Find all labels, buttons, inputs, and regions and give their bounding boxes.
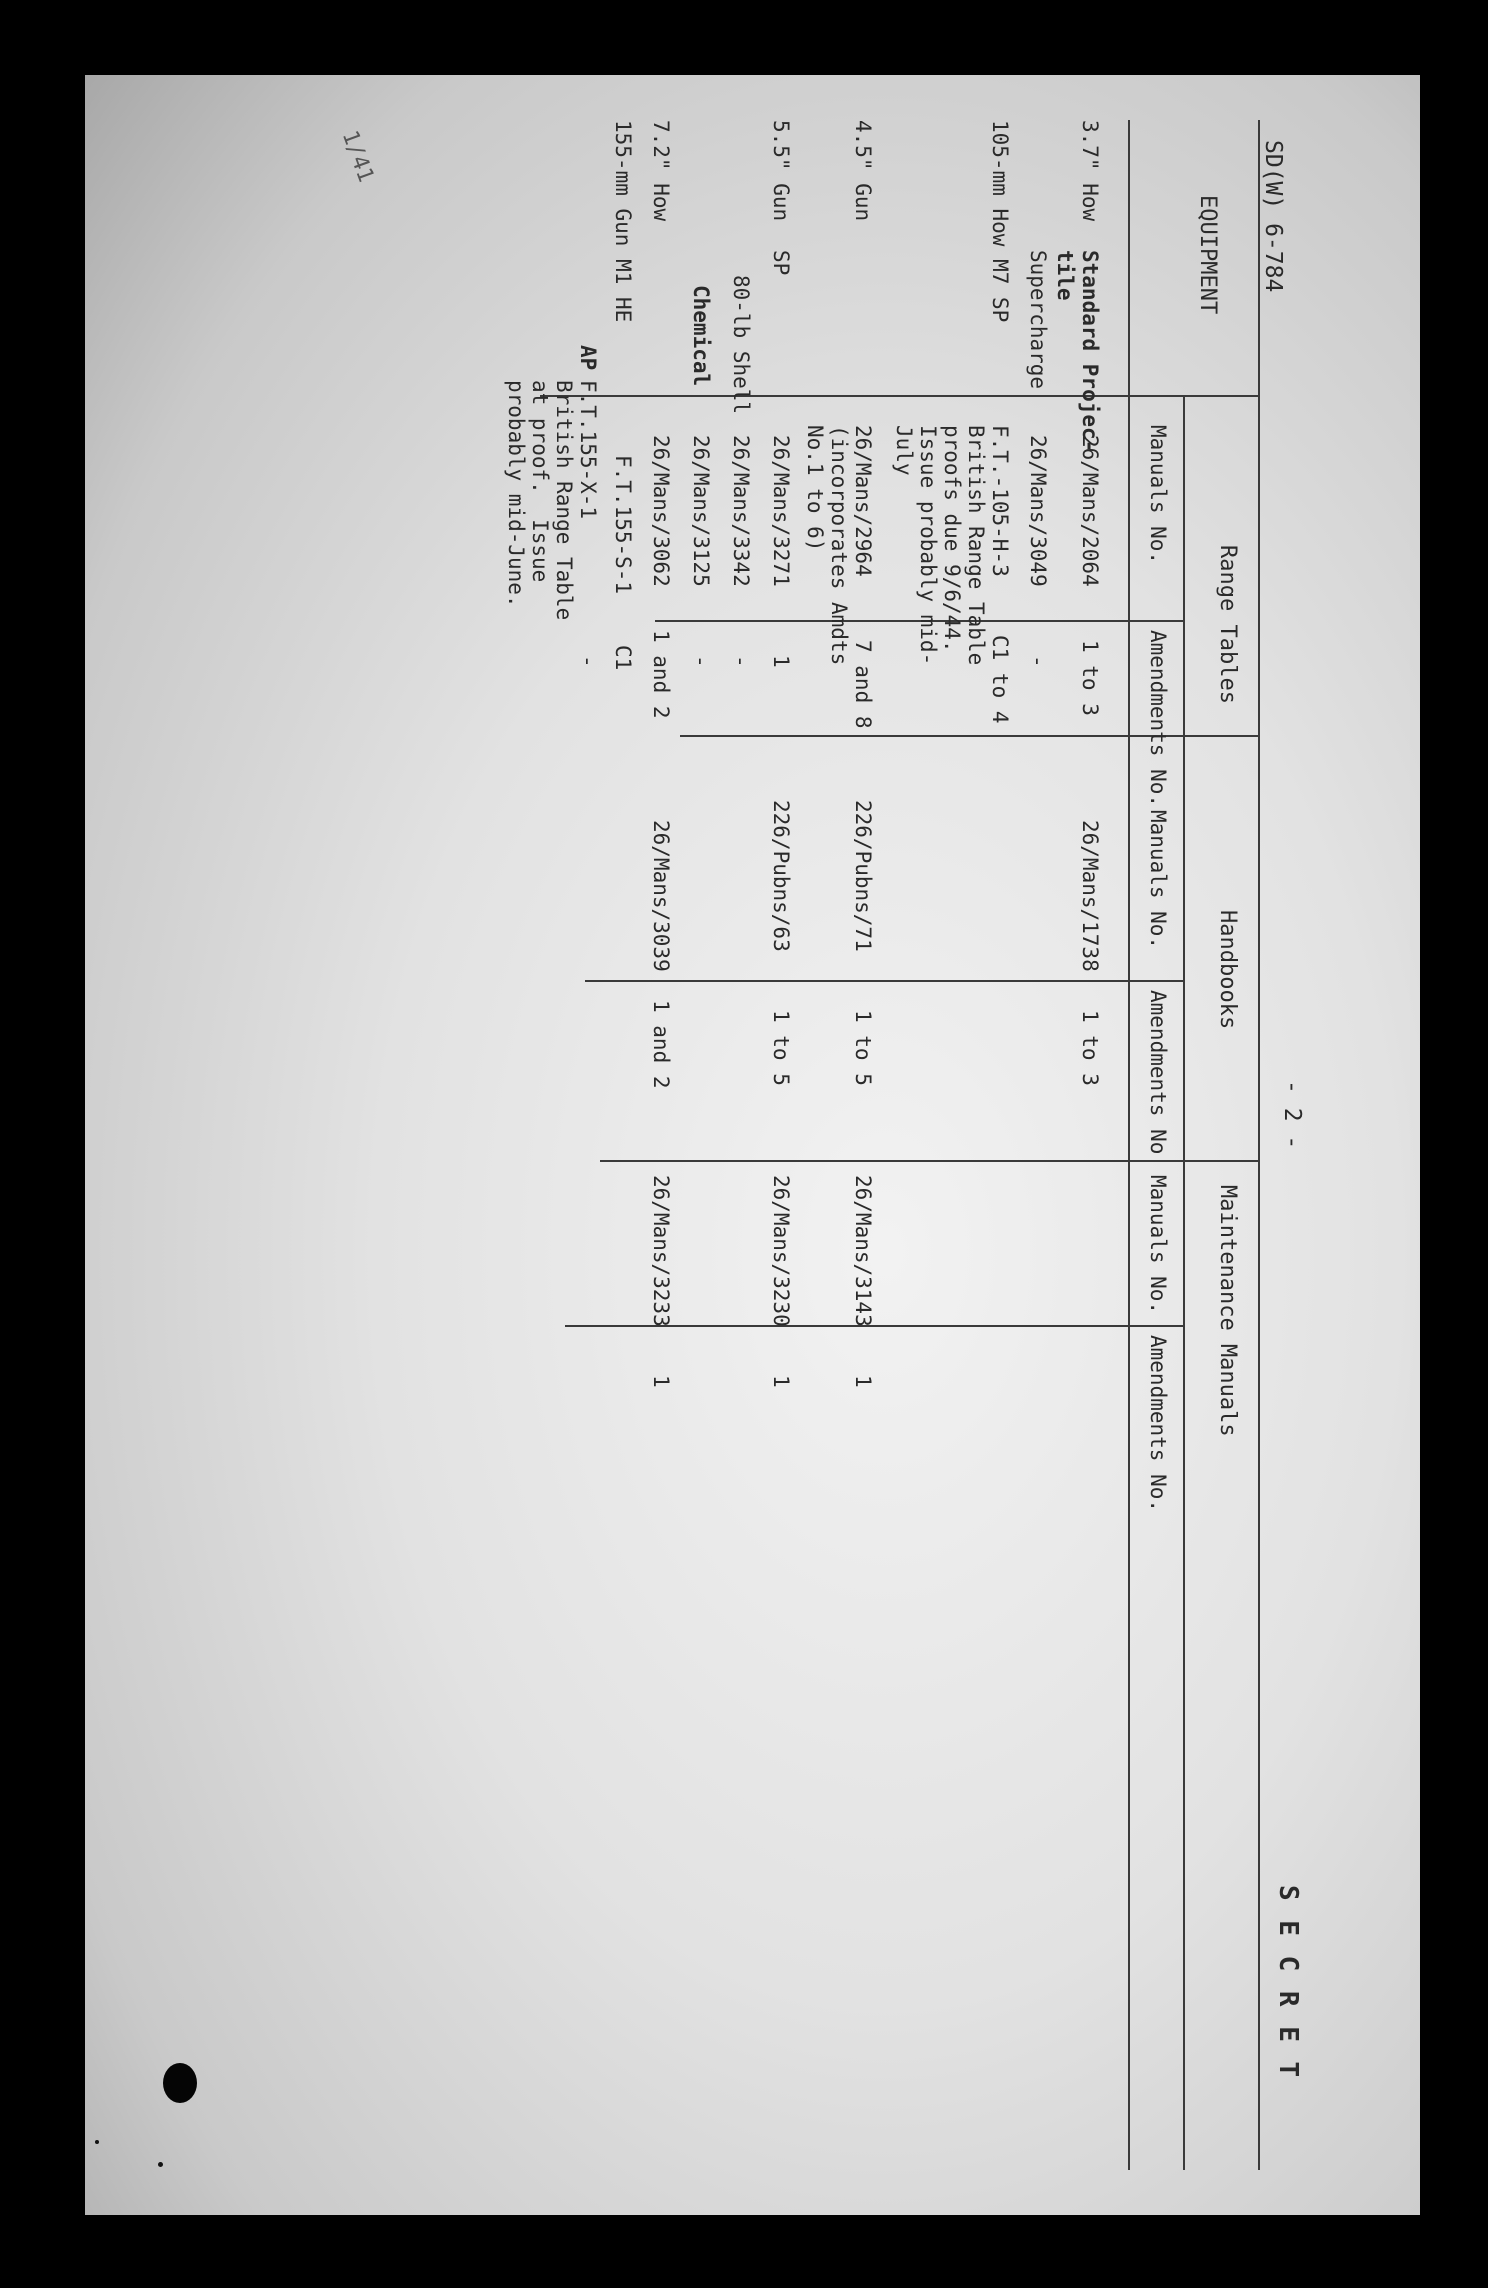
row-hb-manual: 26/Mans/1738	[1078, 820, 1102, 972]
row-mm-amend: 1	[769, 1375, 793, 1388]
row-rt-amend: 1 to 3	[1078, 640, 1102, 716]
row-equipment: 5.5" Gun	[769, 120, 793, 222]
row-hb-amend: 1 to 3	[1078, 1010, 1102, 1086]
header-equipment: EQUIPMENT	[1195, 195, 1220, 315]
page-number: - 2 -	[1279, 1080, 1305, 1150]
row-hb-manual: 226/Pubns/63	[769, 800, 793, 952]
sub-mm-manuals-no: Manuals No.	[1146, 1175, 1170, 1315]
row-rt-manual: F.T.-105-H-3 British Range Table proofs due 9/6/44. Issue probably mid- July	[892, 425, 1012, 666]
row-rt-amend: -	[1026, 655, 1050, 668]
row-rt-amend: -	[689, 655, 713, 668]
row-projectile: Standard Projec- tile	[1053, 250, 1102, 453]
row-equipment: 155-mm Gun M1 HE	[611, 120, 635, 323]
ink-blot	[163, 2063, 197, 2103]
row-hb-amend: 1 and 2	[649, 1000, 673, 1089]
speck-mark	[95, 2140, 99, 2144]
row-rt-manual: 26/Mans/2964 (incorporates Amdts No.1 to 6)	[803, 425, 875, 666]
row-rt-manual: 26/Mans/3125	[689, 435, 713, 587]
document-page	[85, 75, 1420, 2215]
row-projectile: AP	[576, 345, 600, 371]
row-hb-amend: 1 to 5	[851, 1010, 875, 1086]
row-rt-manual: F.T.155-X-1 British Range Table at proof. Issue probably mid-June.	[504, 380, 600, 621]
row-equipment: 7.2" How	[649, 120, 673, 222]
row-mm-amend: 1	[649, 1375, 673, 1388]
row-equipment: 3.7" How	[1078, 120, 1102, 222]
row-rt-manual: 26/Mans/3271	[769, 435, 793, 587]
divider-maintenance	[600, 1160, 1260, 1162]
row-mm-manual: 26/Mans/3230	[769, 1175, 793, 1327]
rotated-table-sheet	[85, 75, 1420, 2215]
header-handbooks: Handbooks	[1215, 910, 1240, 1030]
row-rt-amend: 7 and 8	[851, 640, 875, 729]
table-top-rule	[1258, 120, 1260, 2170]
column-header-rule	[1128, 120, 1130, 2170]
speck-mark	[158, 2162, 163, 2167]
sub-rt-amendments-no: Amendments No.	[1146, 630, 1170, 808]
row-equipment: 4.5" Gun	[851, 120, 875, 222]
row-rt-amend: -	[729, 655, 753, 668]
row-projectile: 80-lb Shell	[729, 275, 753, 415]
row-hb-manual: 26/Mans/3039	[649, 820, 673, 972]
margin-note: 1/41	[336, 127, 379, 186]
row-rt-manual: 26/Mans/3049	[1026, 435, 1050, 587]
divider-equipment	[540, 395, 1260, 397]
row-hb-amend: 1 to 5	[769, 1010, 793, 1086]
row-mm-amend: 1	[851, 1375, 875, 1388]
row-rt-amend: -	[576, 655, 600, 668]
doc-reference: SD(W) 6-784	[1260, 140, 1286, 293]
row-projectile: SP	[769, 250, 793, 276]
row-equipment: 105-mm How M7 SP	[988, 120, 1012, 323]
classification-stamp: S E C R E T	[1273, 1885, 1303, 2080]
row-rt-manual: 26/Mans/2064	[1078, 435, 1102, 587]
row-projectile: Chemical	[689, 285, 713, 387]
row-rt-manual: F.T.155-S-1	[611, 455, 635, 595]
divider-handbooks	[680, 735, 1260, 737]
sub-rt-manuals-no: Manuals No.	[1146, 425, 1170, 565]
row-rt-amend: C1 to 4	[988, 635, 1012, 724]
row-projectile: Supercharge	[1026, 250, 1050, 390]
row-mm-manual: 26/Mans/3233	[649, 1175, 673, 1327]
row-rt-amend: 1	[769, 655, 793, 668]
row-mm-manual: 26/Mans/3143	[851, 1175, 875, 1327]
row-hb-manual: 226/Pubns/71	[851, 800, 875, 952]
row-rt-manual: 26/Mans/3342	[729, 435, 753, 587]
sub-mm-amendments-no: Amendments No.	[1146, 1335, 1170, 1513]
row-rt-amend: 1 and 2	[649, 630, 673, 719]
sub-hb-manuals-no: Manuals No.	[1146, 810, 1170, 950]
divider-handbooks-amend	[585, 980, 1185, 982]
group-header-rule	[1183, 395, 1185, 2170]
header-range-tables: Range Tables	[1215, 545, 1240, 704]
sub-hb-amendments-no: Amendments No	[1146, 990, 1170, 1155]
row-rt-amend: C1	[611, 645, 635, 671]
row-rt-manual: 26/Mans/3062	[649, 435, 673, 587]
header-maintenance-manuals: Maintenance Manuals	[1215, 1185, 1240, 1437]
